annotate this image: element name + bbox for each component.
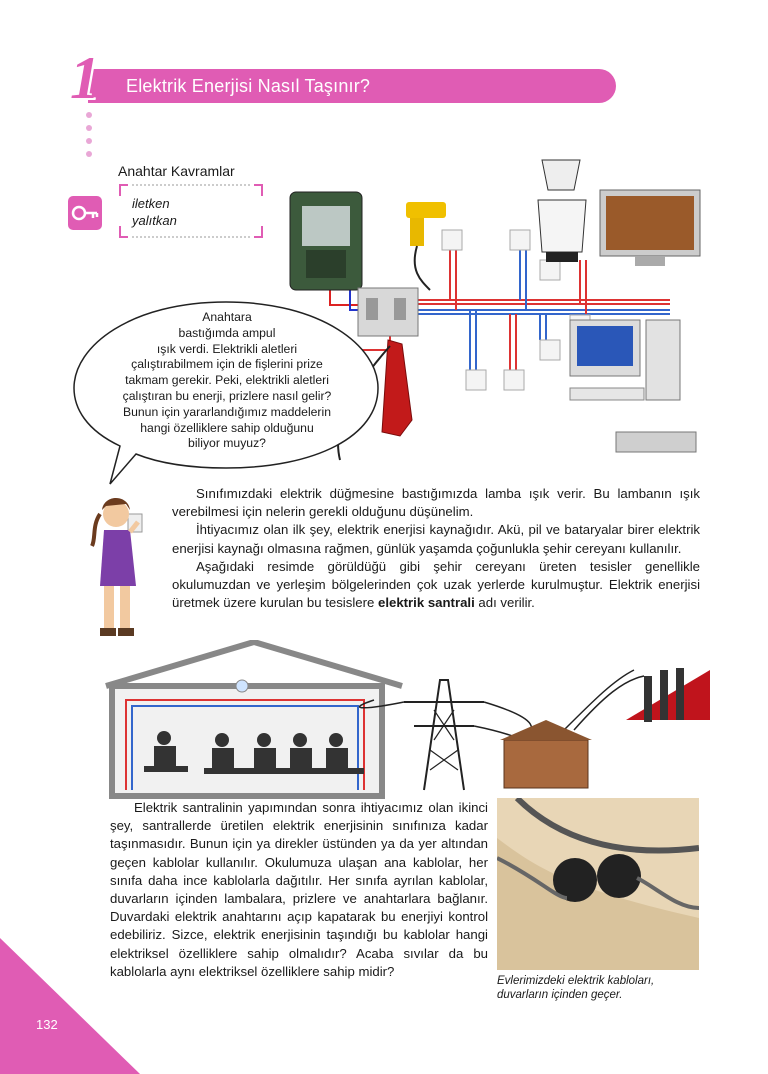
wall-cable-photo [497, 798, 699, 970]
intro-p3-text: Aşağıdaki resimde görüldüğü gibi şehir cereyanı üreten tesisler genellikle okulumuzdan ve yerleşim bölgelerinden çok uzak yerlerde kurulmuştur. Elektrik enerjisi üretmek üzere kurulan bu tesislere [172, 558, 700, 611]
girl-illustration [86, 492, 166, 642]
intro-paragraph-3 [172, 558, 700, 613]
bubble-line: takmam gerekir. Peki, elektrikli aletleri [125, 373, 329, 388]
intro-text [172, 485, 700, 612]
lesson-number: 1 [70, 45, 100, 111]
decor-dot [86, 125, 92, 131]
key-concept-item: yalıtkan [132, 213, 177, 228]
power-transmission-illustration [104, 640, 714, 800]
decor-dot [86, 151, 92, 157]
bubble-line: Anahtara [202, 310, 252, 324]
body-paragraph: Elektrik santralinin yapımından sonra ihtiyacımız olan ikinci şey, santrallerde üretilen elektrik enerjisinin sınıfınıza kadar taşınmasıdır. Bunun için ya direkler üstünden ya da yer altından geçen kablolar kullanılır. Okulumuza ulaşan ana kablolar, her sınıfa daha ince kablolarla dağıtılır. Her sınıfa ayrılan kablolar, duvarların içinden lambalara, prizlere ve anahtarlara bağlanır. Duvardaki elektrik anahtarını açıp kapatarak bu enerjiyi kontrol edebiliriz. Sizce, elektrik enerjisinin taşındığı bu kablolar hangi elektriksel özelliklere sahip olmalıdır? Acaba sıvılar da bu kablolarla aynı elektriksel özelliklere sahip midir? [110, 800, 488, 979]
key-concepts-box [118, 182, 264, 240]
bubble-line: ışık verdi. Elektrikli aletleri [156, 341, 298, 356]
page-number: 132 [36, 1017, 58, 1032]
key-concepts-title: Anahtar Kavramlar [118, 163, 235, 179]
decor-dot [86, 138, 92, 144]
bubble-line: çalıştıran bu enerji, prizlere nasıl gelir? [122, 388, 332, 403]
bubble-line: biliyor muyuz? [188, 436, 266, 451]
bubble-line: Bunun için yararlandığımız maddelerin [123, 404, 331, 419]
decor-dot [86, 112, 92, 118]
speech-bubble-text [82, 310, 372, 452]
key-icon [68, 196, 102, 230]
intro-paragraph-1: Sınıfımızdaki elektrik düğmesine bastığımızda lamba ışık verir. Bu lambanın ışık verebilmesi için nelerin gerekli olduğunu düşünelim. [172, 486, 700, 520]
bubble-line: hangi özelliklere sahip olduğunu [140, 420, 314, 435]
bubble-line: çalıştırabilmem için de fişlerini prize [131, 357, 323, 372]
photo-caption: Evlerimizdeki elektrik kabloları, duvarların içinden geçer. [497, 975, 655, 1001]
page-corner-decoration [0, 938, 140, 1074]
intro-paragraph-2: İhtiyacımız olan ilk şey, elektrik enerjisi kaynağıdır. Akü, pil ve bataryalar birer elektrik enerjisi kaynağı olmasına rağmen, günlük yaşamda çoğunlukla şehir cereyanı kullanılır. [172, 522, 700, 556]
intro-p3-bold-term: elektrik santrali [377, 595, 475, 611]
page-title: Elektrik Enerjisi Nasıl Taşınır? [126, 76, 371, 96]
intro-p3-text-end: adı verilir. [474, 595, 535, 611]
key-concept-item: iletken [132, 196, 170, 211]
bubble-line: bastığımda ampul [178, 325, 276, 340]
